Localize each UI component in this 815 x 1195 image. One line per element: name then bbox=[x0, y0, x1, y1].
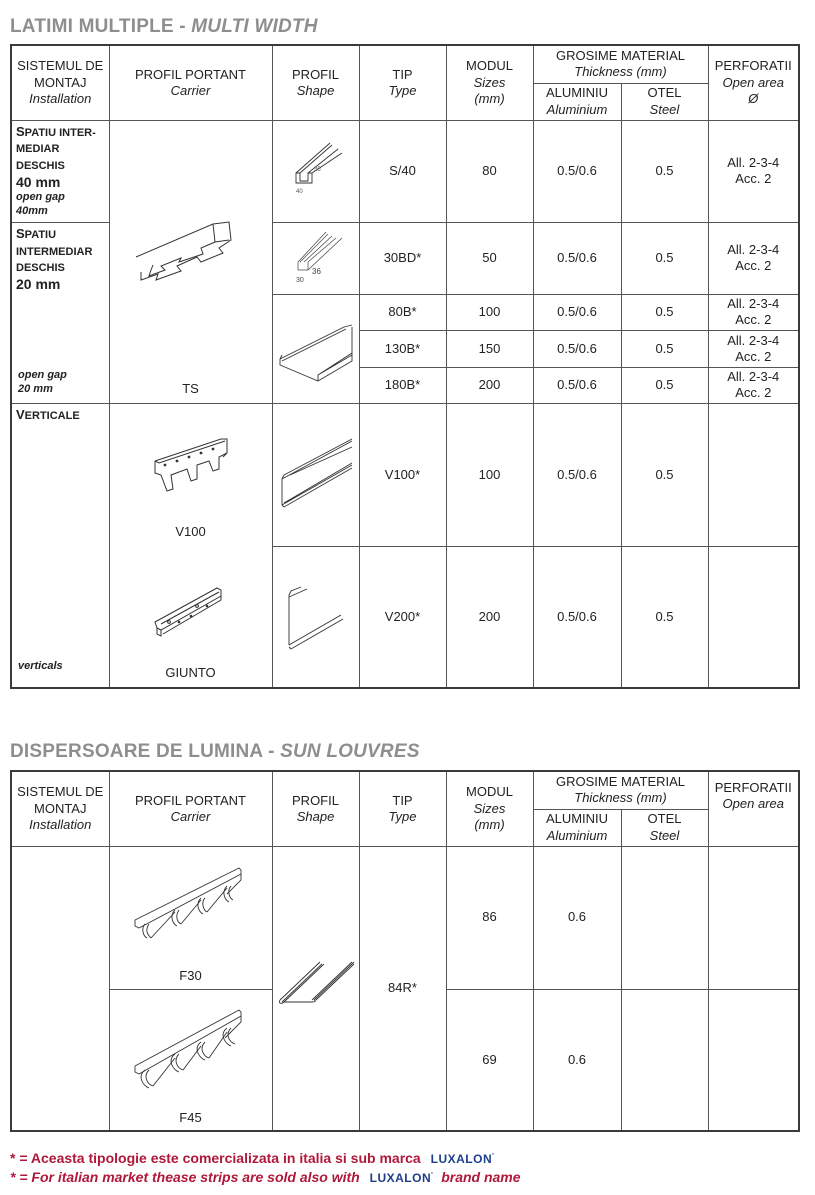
type-cell: S/40 bbox=[359, 120, 446, 222]
header-type bbox=[359, 771, 446, 846]
header-thickness bbox=[533, 45, 708, 83]
header-shape bbox=[272, 771, 359, 846]
brand-mark: ' bbox=[492, 1153, 495, 1160]
table-row bbox=[11, 403, 799, 546]
header-type bbox=[359, 45, 446, 120]
footnote-english bbox=[10, 1169, 521, 1185]
shape-b-panel bbox=[272, 294, 359, 403]
footnote-text: brand name bbox=[441, 1169, 521, 1185]
modul-cell: 150 bbox=[446, 330, 533, 367]
title-main: LATIMI MULTIPLE - bbox=[10, 16, 192, 37]
30bd-profile-icon bbox=[286, 228, 346, 288]
table-row bbox=[11, 846, 799, 989]
perforation-cell bbox=[708, 367, 799, 403]
header-aluminium bbox=[533, 809, 621, 846]
smallcaps-text: INTERMEDIAR bbox=[16, 245, 93, 258]
header-shape bbox=[272, 45, 359, 120]
perf-line: All. 2-3-4 bbox=[727, 242, 780, 257]
shape-v100 bbox=[272, 403, 359, 546]
perf-line: Acc. 2 bbox=[735, 348, 772, 364]
steel-cell: 0.5 bbox=[621, 546, 708, 688]
v100-profile-icon bbox=[276, 435, 356, 515]
steel-cell: 0.5 bbox=[621, 120, 708, 222]
header-italic: Ø bbox=[748, 90, 759, 106]
smallcaps-text: DESCHIS bbox=[16, 262, 65, 275]
header-steel bbox=[621, 809, 708, 846]
installation-gap-size: 40 mm bbox=[16, 173, 61, 190]
dim-label: 35 bbox=[313, 167, 321, 174]
header-italic: (mm) bbox=[474, 816, 505, 832]
aluminium-cell: 0.5/0.6 bbox=[533, 330, 621, 367]
aluminium-cell: 0.6 bbox=[533, 989, 621, 1131]
carrier-name: TS bbox=[182, 380, 199, 396]
installation-open-gap-40 bbox=[11, 120, 109, 222]
table-row bbox=[11, 120, 799, 222]
perf-line: Acc. 2 bbox=[735, 171, 772, 187]
smallcaps-text: ERTICALE bbox=[24, 409, 80, 422]
title-italic: MULTI WIDTH bbox=[191, 16, 318, 37]
header-italic: Shape bbox=[296, 808, 335, 824]
perf-line: Acc. 2 bbox=[735, 312, 772, 328]
aluminium-cell: 0.5/0.6 bbox=[533, 403, 621, 546]
type-cell: 30BD* bbox=[359, 222, 446, 294]
header-text: MONTAJ bbox=[34, 74, 87, 90]
header-text: ALUMINIU bbox=[545, 85, 609, 101]
header-text: PROFIL PORTANT bbox=[135, 792, 246, 808]
brand-text: LUXALON bbox=[430, 1152, 493, 1166]
header-row bbox=[11, 771, 799, 809]
header-text: OTEL bbox=[647, 85, 682, 101]
footnote-romanian bbox=[10, 1150, 498, 1166]
steel-cell: 0.5 bbox=[621, 403, 708, 546]
carrier-name: V100 bbox=[175, 524, 206, 539]
header-italic: (mm) bbox=[474, 90, 505, 106]
perforation-cell bbox=[708, 120, 799, 222]
header-italic: Type bbox=[388, 82, 417, 98]
title-italic: SUN LOUVRES bbox=[280, 741, 420, 762]
perforation-cell bbox=[708, 546, 799, 688]
carrier-f30 bbox=[109, 846, 272, 989]
perforation-cell bbox=[708, 846, 799, 989]
aluminium-cell: 0.5/0.6 bbox=[533, 367, 621, 403]
dim-label: 30 bbox=[295, 277, 304, 285]
steel-cell: 0.5 bbox=[621, 294, 708, 330]
aluminium-cell: 0.5/0.6 bbox=[533, 120, 621, 222]
brand-mark: ' bbox=[431, 1172, 434, 1179]
brand-text: LUXALON bbox=[369, 1171, 432, 1185]
sun-louvres-table bbox=[10, 770, 800, 1132]
perf-line: All. 2-3-4 bbox=[727, 154, 780, 170]
header-text: OTEL bbox=[647, 811, 682, 827]
perforation-cell bbox=[708, 222, 799, 294]
carrier-name: GIUNTO bbox=[165, 665, 216, 680]
cap-letter: S bbox=[16, 123, 25, 139]
header-italic: Aluminium bbox=[546, 827, 608, 843]
installation-italic: open gap bbox=[16, 191, 65, 204]
header-perforation bbox=[708, 771, 799, 846]
type-cell: 180B* bbox=[359, 367, 446, 403]
installation-label bbox=[16, 123, 96, 173]
installation-gap-size: 20 mm bbox=[16, 276, 61, 292]
header-steel bbox=[621, 83, 708, 120]
84r-profile-icon bbox=[276, 958, 356, 1018]
header-thickness bbox=[533, 771, 708, 809]
header-text: MODUL bbox=[466, 784, 513, 800]
steel-cell: 0.5 bbox=[621, 367, 708, 403]
shape-v200 bbox=[272, 546, 359, 688]
perforation-cell bbox=[708, 403, 799, 546]
header-italic: Shape bbox=[296, 82, 335, 98]
header-italic: Carrier bbox=[170, 808, 211, 824]
f45-carrier-icon bbox=[131, 1004, 251, 1094]
perforation-cell bbox=[708, 330, 799, 367]
modul-cell: 200 bbox=[446, 367, 533, 403]
type-cell: V200* bbox=[359, 546, 446, 688]
header-text: PROFIL bbox=[292, 792, 339, 808]
installation-italic: 20 mm bbox=[18, 383, 53, 396]
header-text: ALUMINIU bbox=[545, 811, 609, 827]
giunto-carrier-icon bbox=[151, 582, 231, 642]
modul-cell: 80 bbox=[446, 120, 533, 222]
header-text: PERFORATII bbox=[714, 58, 792, 74]
shape-s40 bbox=[272, 120, 359, 222]
header-installation bbox=[11, 771, 109, 846]
header-modul bbox=[446, 771, 533, 846]
steel-cell: 0.5 bbox=[621, 330, 708, 367]
aluminium-cell: 0.5/0.6 bbox=[533, 222, 621, 294]
header-text: MODUL bbox=[466, 58, 513, 74]
dim-label: 36 bbox=[311, 267, 321, 277]
installation-label bbox=[16, 225, 93, 275]
steel-cell bbox=[621, 846, 708, 989]
perf-line: All. 2-3-4 bbox=[727, 296, 780, 311]
footnote-text: * = Aceasta tipologie este comercializata in italia si sub marca bbox=[10, 1150, 421, 1166]
steel-cell: 0.5 bbox=[621, 222, 708, 294]
header-italic: Type bbox=[388, 808, 417, 824]
modul-cell: 86 bbox=[446, 846, 533, 989]
perf-line: Acc. 2 bbox=[735, 258, 772, 274]
cap-letter: V bbox=[16, 406, 25, 422]
smallcaps-text: PATIU INTER- bbox=[24, 126, 96, 139]
installation-empty bbox=[11, 846, 109, 1131]
ts-carrier-icon bbox=[131, 212, 251, 282]
header-installation bbox=[11, 45, 109, 120]
modul-cell: 100 bbox=[446, 403, 533, 546]
header-italic: Carrier bbox=[170, 82, 211, 98]
v100-carrier-icon bbox=[151, 435, 231, 495]
header-carrier bbox=[109, 771, 272, 846]
carrier-ts bbox=[109, 120, 272, 403]
shape-30bd bbox=[272, 222, 359, 294]
header-italic: Steel bbox=[649, 101, 680, 117]
installation-open-gap-20 bbox=[11, 222, 109, 403]
header-row bbox=[11, 45, 799, 83]
header-text: GROSIME MATERIAL bbox=[555, 774, 686, 789]
perf-line: All. 2-3-4 bbox=[727, 369, 780, 384]
header-italic: Aluminium bbox=[546, 101, 608, 117]
header-italic: Open area bbox=[722, 74, 784, 90]
perforation-cell bbox=[708, 989, 799, 1131]
luxalon-logo bbox=[370, 1171, 434, 1185]
v200-profile-icon bbox=[281, 577, 351, 657]
dim-label: 40 bbox=[295, 189, 303, 196]
shape-84r bbox=[272, 846, 359, 1131]
header-text: TIP bbox=[392, 792, 413, 808]
header-text: TIP bbox=[392, 66, 413, 82]
installation-italic: 40mm bbox=[16, 205, 48, 217]
section-title-sun-louvres bbox=[10, 741, 420, 763]
header-text: MONTAJ bbox=[34, 800, 87, 816]
installation-italic: verticals bbox=[18, 659, 63, 672]
installation-label bbox=[16, 406, 80, 422]
steel-cell bbox=[621, 989, 708, 1131]
type-cell: 80B* bbox=[359, 294, 446, 330]
footnote-text: * = For italian market thease strips are sold also with bbox=[10, 1169, 360, 1185]
header-italic: Thickness (mm) bbox=[574, 64, 667, 80]
modul-cell: 69 bbox=[446, 989, 533, 1131]
header-text: PROFIL bbox=[292, 66, 339, 82]
aluminium-cell: 0.5/0.6 bbox=[533, 546, 621, 688]
type-cell: 130B* bbox=[359, 330, 446, 367]
carrier-v100 bbox=[109, 403, 272, 546]
header-text: GROSIME MATERIAL bbox=[555, 48, 686, 63]
carrier-name: F30 bbox=[179, 968, 202, 984]
modul-cell: 50 bbox=[446, 222, 533, 294]
header-text: PERFORATII bbox=[714, 780, 792, 795]
cap-letter: S bbox=[16, 225, 25, 241]
type-cell: 84R* bbox=[359, 846, 446, 1131]
header-italic: Steel bbox=[649, 827, 680, 843]
carrier-f45 bbox=[109, 989, 272, 1131]
modul-cell: 100 bbox=[446, 294, 533, 330]
header-perforation bbox=[708, 45, 799, 120]
b-panel-profile-icon bbox=[276, 309, 356, 389]
header-text: SISTEMUL DE bbox=[17, 58, 104, 74]
table-row bbox=[11, 546, 799, 688]
smallcaps-text: PATIU bbox=[24, 228, 57, 241]
luxalon-logo bbox=[431, 1152, 495, 1166]
type-cell: V100* bbox=[359, 403, 446, 546]
modul-cell: 200 bbox=[446, 546, 533, 688]
header-italic: Installation bbox=[29, 90, 92, 106]
header-carrier bbox=[109, 45, 272, 120]
header-italic: Sizes bbox=[473, 800, 506, 816]
carrier-giunto bbox=[109, 546, 272, 688]
installation-note bbox=[18, 368, 67, 397]
multi-width-table bbox=[10, 44, 800, 689]
section-title-multi-width bbox=[10, 16, 318, 38]
f30-carrier-icon bbox=[131, 862, 251, 952]
header-text: PROFIL PORTANT bbox=[135, 66, 246, 82]
s40-profile-icon bbox=[286, 141, 346, 201]
header-italic: Thickness (mm) bbox=[574, 790, 667, 806]
title-main: DISPERSOARE DE LUMINA - bbox=[10, 741, 281, 762]
perf-line: All. 2-3-4 bbox=[727, 332, 780, 348]
header-italic: Installation bbox=[29, 816, 92, 832]
header-modul bbox=[446, 45, 533, 120]
header-italic: Sizes bbox=[473, 74, 506, 90]
header-text: SISTEMUL DE bbox=[17, 784, 104, 800]
header-aluminium bbox=[533, 83, 621, 120]
aluminium-cell: 0.5/0.6 bbox=[533, 294, 621, 330]
header-italic: Open area bbox=[722, 796, 784, 812]
installation-verticals bbox=[11, 403, 109, 688]
perforation-cell bbox=[708, 294, 799, 330]
installation-italic: open gap bbox=[18, 369, 67, 382]
carrier-name: F45 bbox=[179, 1109, 202, 1125]
smallcaps-text: MEDIAR DESCHIS bbox=[16, 143, 65, 172]
perf-line: Acc. 2 bbox=[735, 385, 772, 401]
aluminium-cell: 0.6 bbox=[533, 846, 621, 989]
